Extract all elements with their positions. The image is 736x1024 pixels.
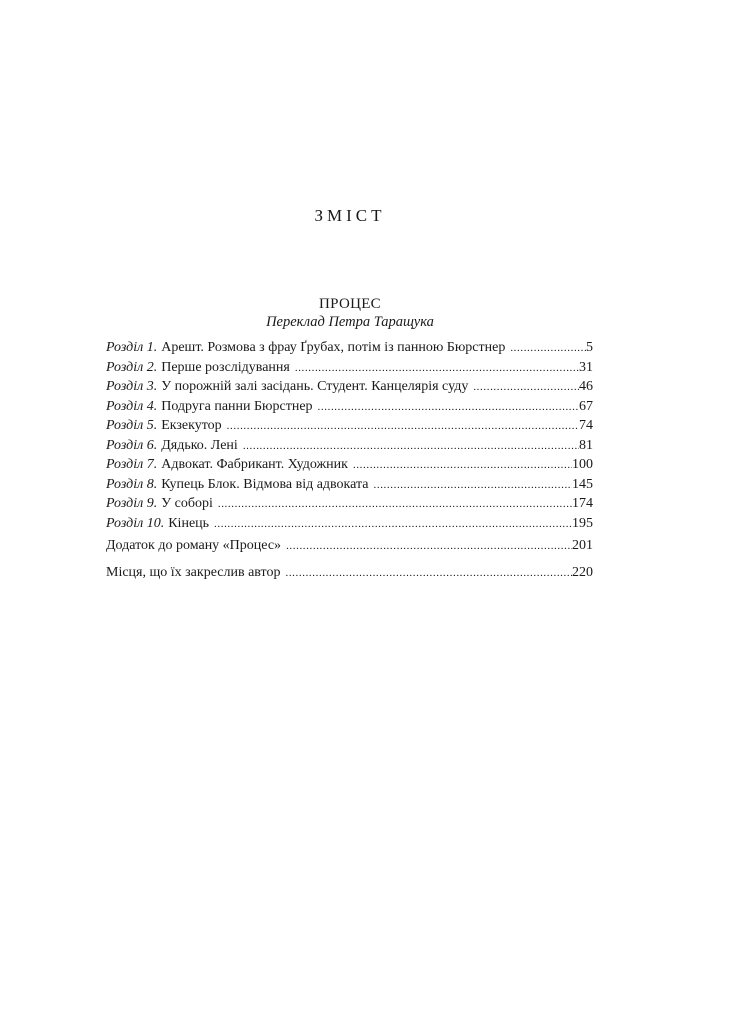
book-title: ПРОЦЕС — [319, 296, 381, 312]
toc-entry-chapter-8[interactable] — [106, 475, 593, 495]
chapter-title: Екзекутор — [161, 418, 222, 433]
toc-entry-chapter-3[interactable] — [106, 377, 593, 397]
dot-leader — [222, 417, 579, 436]
chapter-title: Арешт. Розмова з фрау Ґрубах, потім із панною Бюрстнер — [161, 340, 506, 355]
chapter-label: Розділ 2. — [106, 359, 158, 375]
chapter-label: Розділ 5. — [106, 418, 158, 433]
toc-entry-chapter-9[interactable] — [106, 494, 593, 514]
table-of-contents — [106, 338, 593, 533]
toc-entry-chapter-7[interactable] — [106, 455, 593, 475]
dot-leader — [281, 537, 572, 557]
chapter-label: Розділ 8. — [106, 476, 158, 492]
page-number: 174 — [572, 496, 593, 511]
chapter-title: У порожній залі засідань. Студент. Канцелярія суду — [161, 379, 469, 394]
page-number: 31 — [579, 359, 593, 375]
chapter-label: Розділ 7. — [106, 457, 158, 472]
toc-entry-chapter-10[interactable] — [106, 514, 593, 534]
dot-leader — [468, 378, 579, 397]
chapter-title: У соборі — [161, 496, 213, 511]
chapter-label: Розділ 9. — [106, 496, 158, 511]
page-number: 195 — [572, 515, 593, 531]
chapter-label: Розділ 3. — [106, 379, 158, 394]
chapter-title: Перше розслідування — [161, 359, 290, 375]
page-title: ЗМІСТ — [314, 206, 386, 225]
chapter-label: Розділ 1. — [106, 340, 158, 355]
dot-leader — [505, 339, 586, 358]
entry-title: Додаток до роману «Процес» — [106, 538, 282, 553]
dot-leader — [348, 456, 572, 475]
dot-leader — [369, 476, 573, 495]
entry-title: Місця, що їх закреслив автор — [106, 565, 281, 580]
toc-entry-chapter-2[interactable] — [106, 358, 593, 378]
chapter-label: Розділ 10. — [106, 515, 165, 531]
page-number: 100 — [572, 457, 593, 472]
toc-entry-appendix[interactable] — [106, 536, 593, 563]
appendix-list — [106, 536, 593, 590]
page-number: 81 — [579, 437, 593, 453]
toc-entry-deleted-passages[interactable] — [106, 563, 593, 590]
toc-entry-chapter-1[interactable] — [106, 338, 593, 358]
dot-leader — [213, 495, 572, 514]
chapter-label: Розділ 6. — [106, 437, 158, 453]
page-number: 46 — [579, 379, 593, 394]
translator-credit: Переклад Петра Таращука — [266, 314, 434, 330]
chapter-title: Купець Блок. Відмова від адвоката — [161, 476, 369, 492]
dot-leader — [290, 359, 579, 378]
dot-leader — [238, 437, 579, 456]
toc-entry-chapter-6[interactable] — [106, 436, 593, 456]
toc-entry-chapter-5[interactable] — [106, 416, 593, 436]
dot-leader — [280, 564, 572, 584]
page-number: 220 — [572, 565, 593, 580]
chapter-title: Кінець — [168, 515, 210, 531]
dot-leader — [209, 515, 572, 534]
page-number: 5 — [586, 340, 593, 355]
chapter-title: Адвокат. Фабрикант. Художник — [161, 457, 348, 472]
dot-leader — [313, 398, 579, 417]
toc-entry-chapter-4[interactable] — [106, 397, 593, 417]
page-number: 74 — [579, 418, 593, 433]
chapter-title: Дядько. Лені — [161, 437, 238, 453]
chapter-title: Подруга панни Бюрстнер — [161, 398, 313, 414]
page-number: 145 — [572, 476, 593, 492]
page-number: 201 — [572, 538, 593, 553]
page-number: 67 — [579, 398, 593, 414]
chapter-label: Розділ 4. — [106, 398, 158, 414]
